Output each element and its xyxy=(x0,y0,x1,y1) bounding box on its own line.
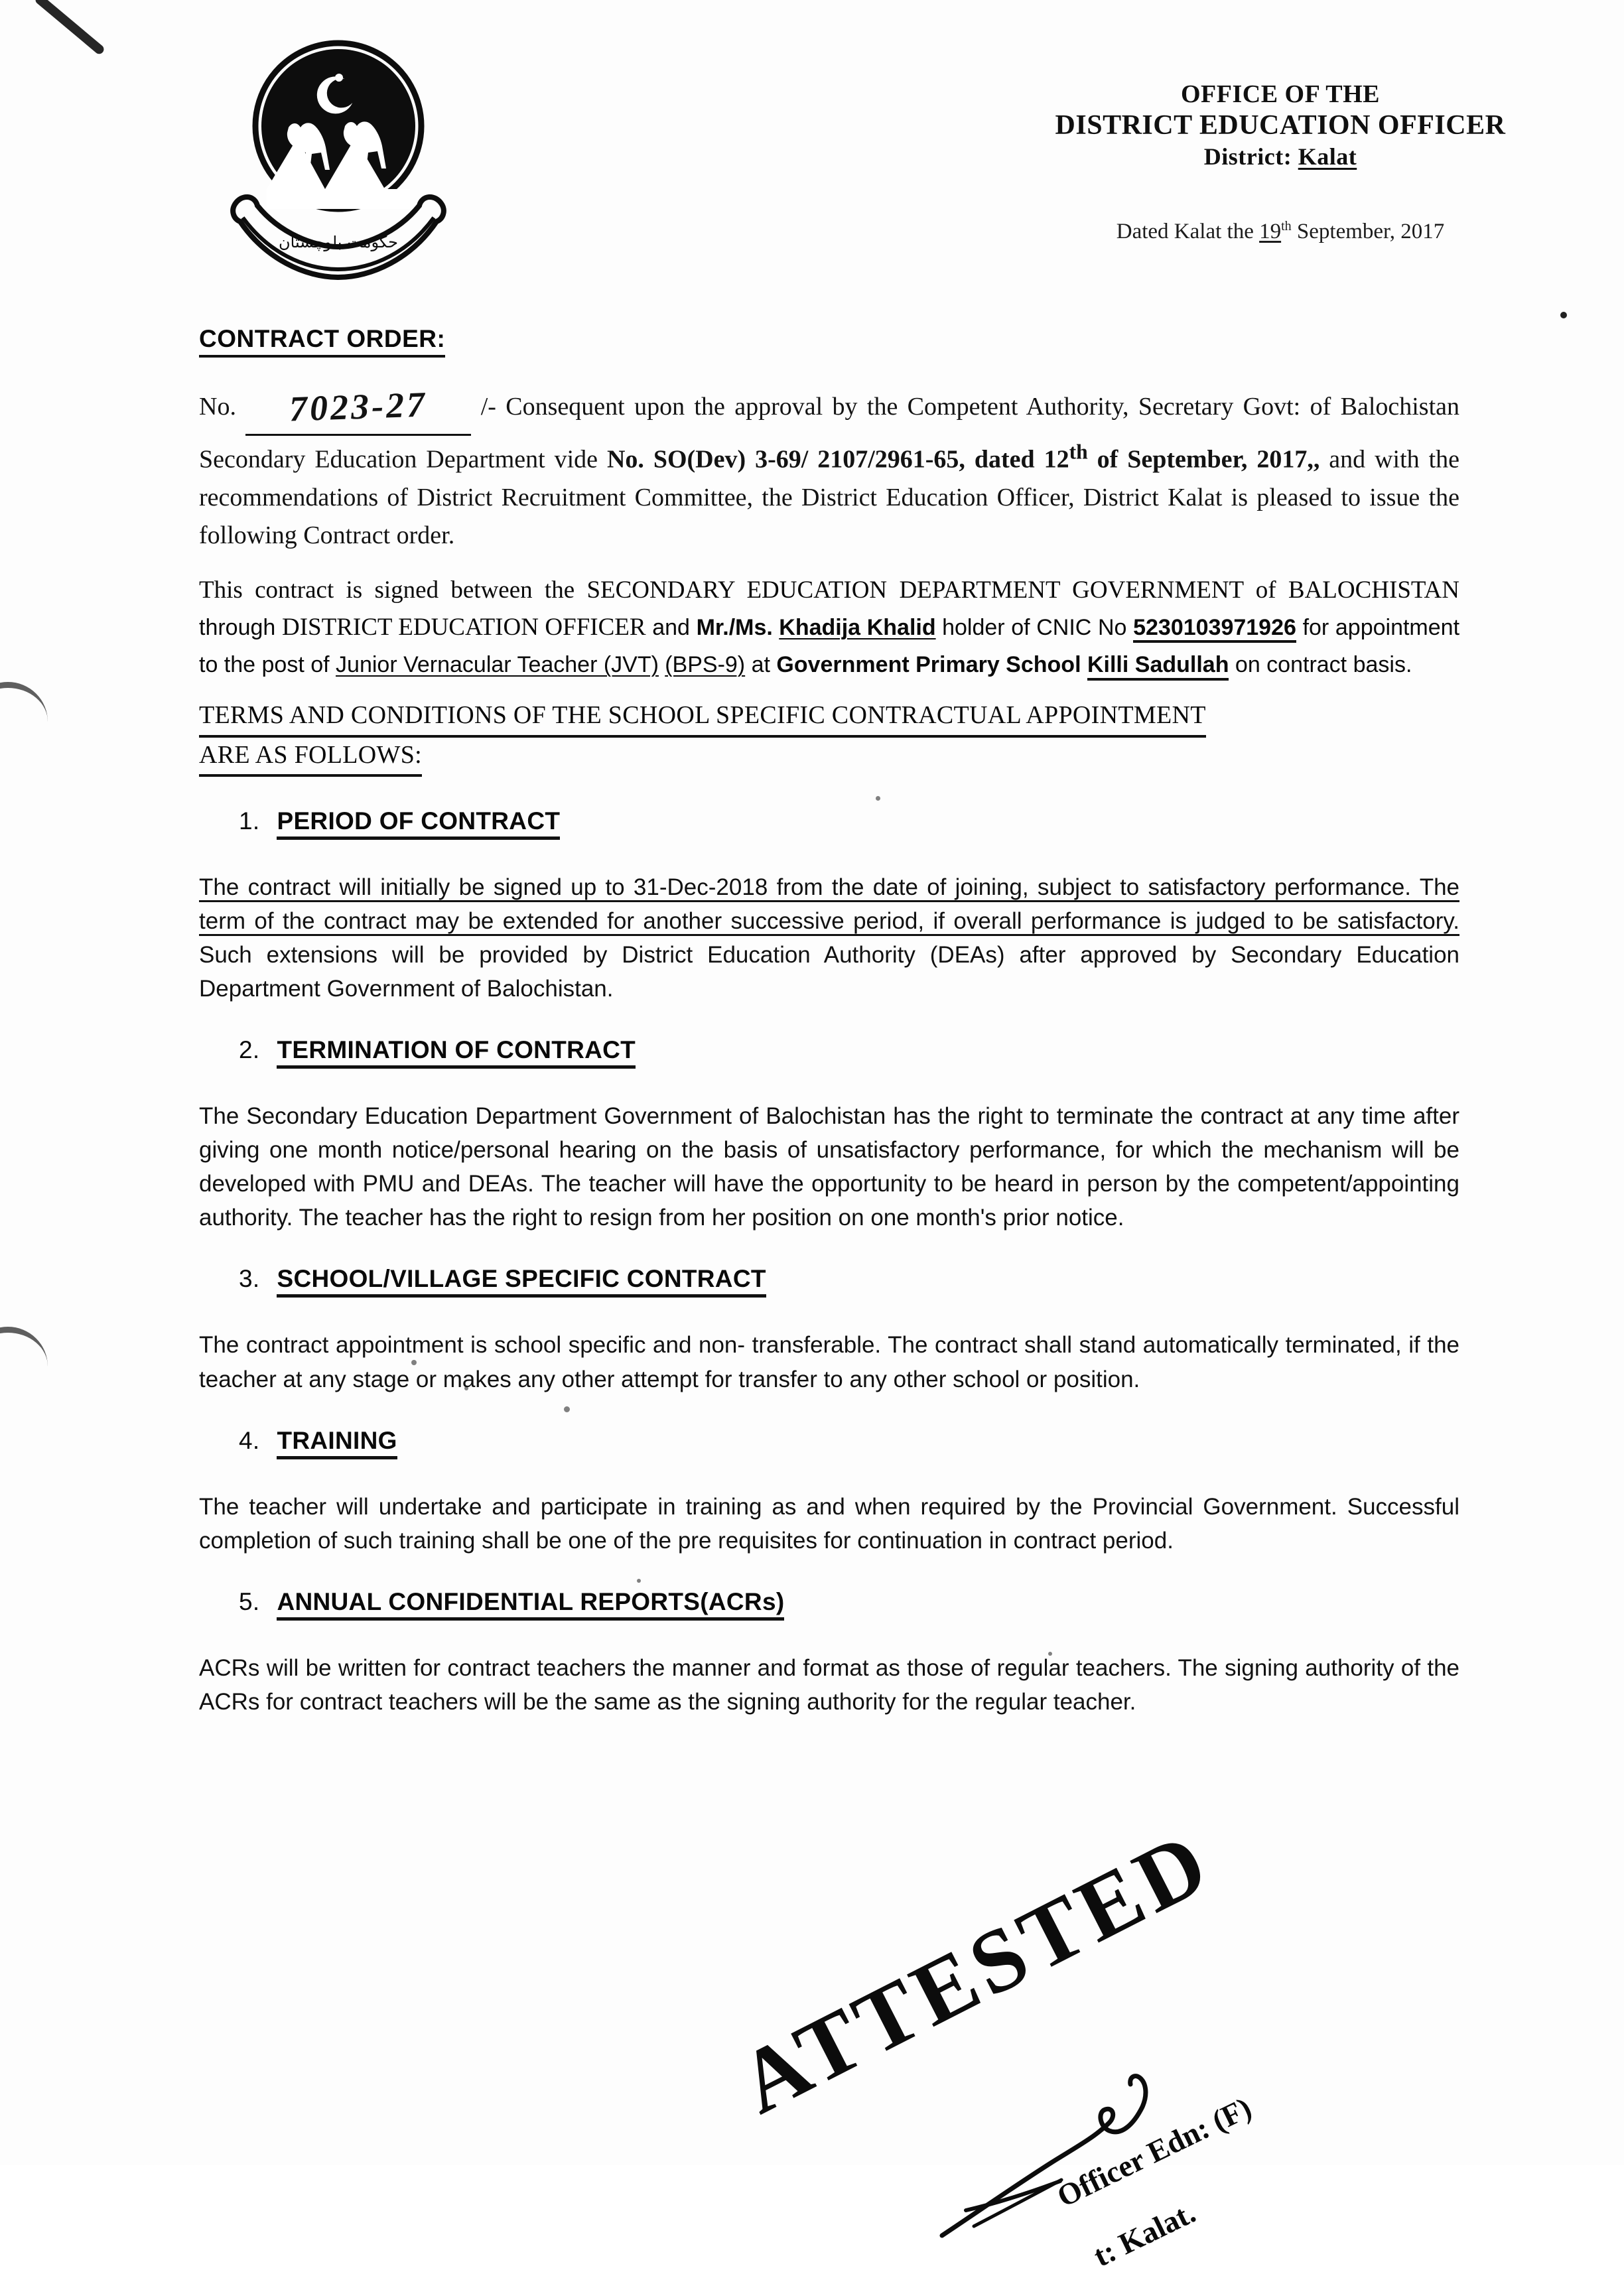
intro-tail: and with the recommendations of District Recruitment Committee, the District Education Officer, District Kalat is pleased to issue the following Contract order. xyxy=(199,445,1460,549)
section-body-underlined: The contract will initially be signed up to 31-Dec-2018 from the date of joining, subject to satisfactory performance. The term of the contract may be extended for another successive period, if overall performance is judged to be satisfactory. xyxy=(199,874,1459,936)
scan-speck-artifact xyxy=(1560,312,1567,318)
school-name: Killi Sadullah xyxy=(1087,653,1229,680)
reference-number-suffix: th xyxy=(1069,440,1088,463)
cnic-label: holder of CNIC No xyxy=(942,614,1134,640)
office-title-line-2: DISTRICT EDUCATION OFFICER xyxy=(1055,109,1506,141)
officer-signature xyxy=(935,2043,1214,2242)
dated-prefix: Dated Kalat the xyxy=(1116,220,1260,243)
intro-after-no: /- Consequent upon the approval by the Competent Authority, Secretary Govt: of Balochistan Secondary Education Department vide xyxy=(199,393,1460,474)
office-district-line xyxy=(949,142,1612,172)
attested-stamp xyxy=(716,1812,1314,2273)
staple-mark-artifact xyxy=(34,0,106,56)
dated-rest: September, 2017 xyxy=(1291,220,1445,243)
no-label: No. xyxy=(199,393,236,421)
section-annual-confidential-reports xyxy=(199,1588,1459,1719)
reference-number: No. SO(Dev) 3-69/ 2107/2961-65, dated 12 xyxy=(606,445,1069,474)
post-label: for appointment to the post of xyxy=(199,614,1460,678)
section-body-plain: Such extensions will be provided by District Education Authority (DEAs) after approved by Secondary Education Department Government of Balochistan. xyxy=(199,941,1459,1002)
teacher-name: Khadija Khalid xyxy=(779,614,936,640)
section-number: 5. xyxy=(239,1587,260,1615)
section-title: PERIOD OF CONTRACT xyxy=(277,807,560,840)
section-number: 3. xyxy=(239,1265,260,1293)
district-label: District: xyxy=(1203,143,1298,170)
section-title: TRAINING xyxy=(277,1427,397,1459)
cnic-number: 5230103971926 xyxy=(1133,616,1296,643)
section-title: SCHOOL/VILLAGE SPECIFIC CONTRACT xyxy=(277,1265,766,1298)
terms-heading-line-1: TERMS AND CONDITIONS OF THE SCHOOL SPECIFIC CONTRACTUAL APPOINTMENT xyxy=(199,698,1206,737)
intro-paragraph xyxy=(199,380,1459,555)
attested-officer-line: Officer Edn: (F) xyxy=(1051,2090,1257,2214)
section-heading xyxy=(199,1265,1459,1298)
section-title: ANNUAL CONFIDENTIAL REPORTS(ACRs) xyxy=(277,1588,784,1621)
section-termination-of-contract xyxy=(199,1036,1459,1235)
parties-through: through xyxy=(199,614,282,640)
parties-at: at xyxy=(745,652,777,678)
section-body: The contract appointment is school specific and non- transferable. The contract shall stand automatically terminated, if the teacher at any stage or makes any other attempt for transfer to any other school or position. xyxy=(199,1332,1459,1392)
deo-title: DISTRICT EDUCATION OFFICER xyxy=(281,613,646,641)
balochistan-government-emblem xyxy=(219,27,458,265)
section-body: ACRs will be written for contract teachers the manner and format as those of regular teachers. The signing authority of the ACRs for contract teachers will be the same as the signing authority for the regular teacher. xyxy=(199,1654,1459,1715)
terms-heading-line-2: ARE AS FOLLOWS: xyxy=(199,738,422,777)
section-number: 2. xyxy=(239,1036,260,1064)
district-name: Kalat xyxy=(1298,143,1357,170)
parties-and: and xyxy=(645,614,697,640)
order-number-handwritten: 7023-27 xyxy=(289,384,429,429)
post-title: Junior Vernacular Teacher (JVT) xyxy=(336,652,659,678)
section-number: 1. xyxy=(239,807,260,835)
document-body xyxy=(199,325,1459,1719)
dated-day: 19 xyxy=(1259,220,1282,243)
office-header xyxy=(949,80,1612,172)
section-title: TERMINATION OF CONTRACT xyxy=(277,1036,636,1069)
parties-paragraph xyxy=(199,572,1459,684)
section-school-village-specific-contract xyxy=(199,1265,1459,1396)
section-heading xyxy=(199,807,1459,840)
dated-day-suffix: th xyxy=(1281,219,1292,234)
department-name: SECONDARY EDUCATION DEPARTMENT GOVERNMENT xyxy=(586,576,1244,604)
section-training xyxy=(199,1427,1459,1558)
contract-order-label: CONTRACT ORDER: xyxy=(199,325,445,358)
parties-tail: on contract basis. xyxy=(1229,652,1412,678)
section-body: The teacher will undertake and participate in training as and when required by the Provincial Government. Successful completion of such training shall be one of the pre requisites for continuation in contract period. xyxy=(199,1493,1459,1554)
section-number: 4. xyxy=(239,1426,260,1454)
section-heading xyxy=(199,1588,1459,1621)
bps-grade: (BPS-9) xyxy=(665,652,746,678)
parties-lead: This contract is signed between the xyxy=(199,576,587,604)
hole-punch-arc-artifact xyxy=(0,1327,48,1379)
reference-number-rest: of September, 2017,, xyxy=(1087,445,1320,474)
hole-punch-arc-artifact xyxy=(0,682,48,734)
section-period-of-contract xyxy=(199,807,1459,1006)
dated-line xyxy=(949,219,1612,244)
section-heading xyxy=(199,1427,1459,1459)
section-body: The Secondary Education Department Government of Balochistan has the right to terminate the contract at any time after giving one month notice/personal hearing on the basis of unsatisfactory performance, for which the mechanism will be developed with PMU and DEAs. The teacher will have the opportunity to be heard in person by the competent/appointing authority. The teacher has the right to resign from her position on one month's prior notice. xyxy=(199,1103,1459,1231)
section-body xyxy=(199,870,1459,1006)
attested-stamp-text: ATTESTED xyxy=(724,1812,1227,2133)
terms-and-conditions-heading xyxy=(199,698,1459,776)
parties-of: of xyxy=(1243,576,1288,604)
province-name: BALOCHISTAN xyxy=(1288,576,1459,604)
office-title-line-1: OFFICE OF THE xyxy=(1181,80,1380,108)
svg-text:حکومت بلوچستان: حکومت بلوچستان xyxy=(279,233,398,251)
school-prefix: Government Primary School xyxy=(776,652,1087,678)
section-heading xyxy=(199,1036,1459,1069)
order-number-field[interactable] xyxy=(245,380,471,436)
attested-district-line: t: Kalat. xyxy=(1088,2195,1201,2273)
mr-ms-label: Mr./Ms. xyxy=(696,614,773,640)
